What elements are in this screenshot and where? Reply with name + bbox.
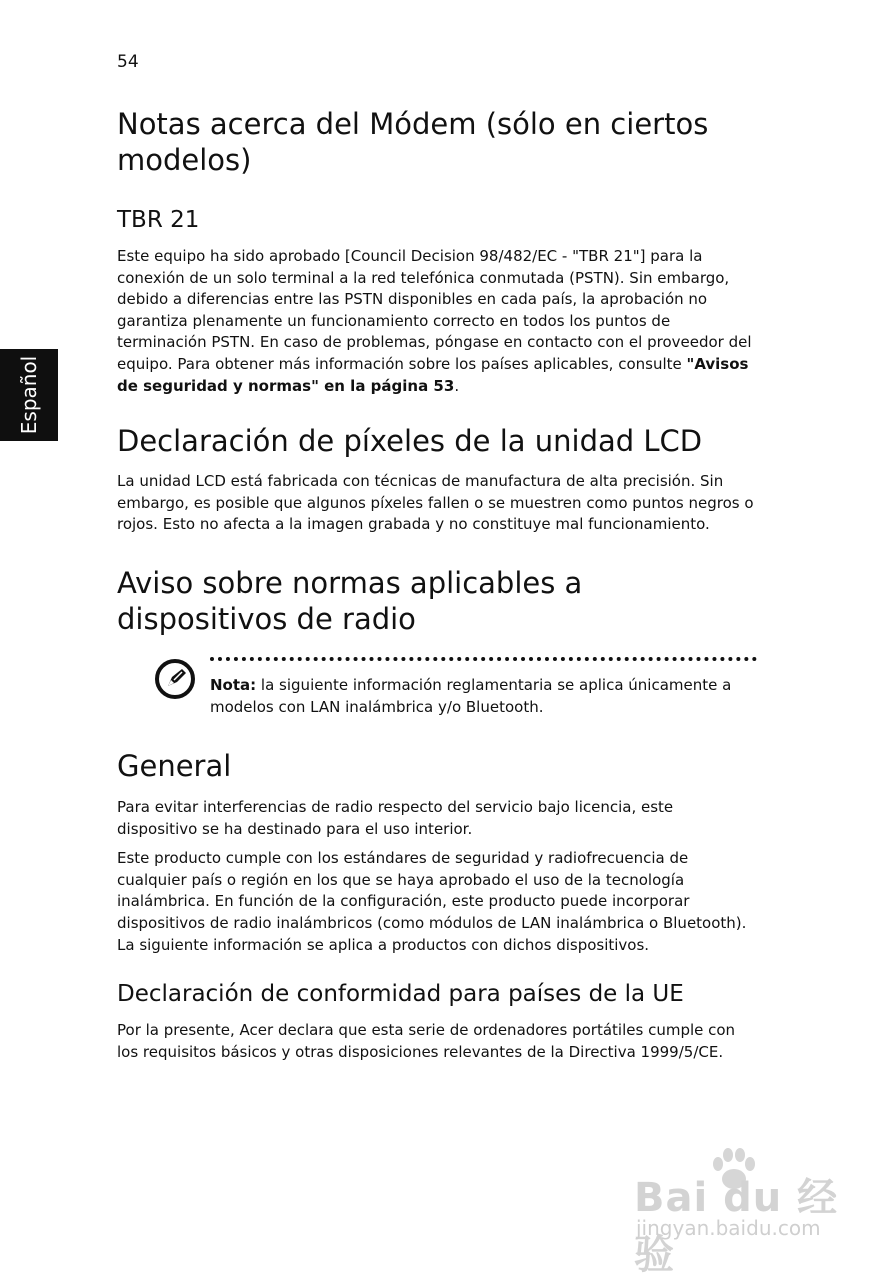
note-pencil-icon xyxy=(153,657,197,701)
general-heading: General xyxy=(117,748,232,783)
watermark-url: jingyan.baidu.com xyxy=(636,1216,821,1240)
tbr21-paragraph xyxy=(117,246,757,397)
page-number: 54 xyxy=(117,52,139,72)
eu-heading: Declaración de conformidad para países de la UE xyxy=(117,981,684,1008)
tbr21-text-end: . xyxy=(454,376,460,395)
general-paragraph-2: Este producto cumple con los estándares de seguridad y radiofrecuencia de cualquier país o región en los que se haya aprobado el uso de la tecnología inalámbrica. En función de la configuración, este producto puede incorporar dispositivos de radio inalámbricos (como módulos de LAN inalámbrica o Bluetooth). La siguiente información se aplica a productos con dichos dispositivos. xyxy=(117,849,747,954)
general-paragraph-1: Para evitar interferencias de radio respecto del servicio bajo licencia, este dispositivo se ha destinado para el uso interior. xyxy=(117,797,674,838)
tbr21-text: Este equipo ha sido aprobado [Council Decision 98/482/EC - "TBR 21"] para la conexión de un solo terminal a la red telefónica conmutada (PSTN). Sin embargo, debido a diferencias entre las PSTN disponibles en cada país, la aprobación no garantiza plenamente un funcionamiento correcto en todos los puntos de terminación PSTN. En caso de problemas, póngase en contacto con el proveedor del equipo. Para obtener más información sobre los países aplicables, consulte xyxy=(117,247,752,373)
cross-reference-link[interactable]: "Avisos de seguridad y normas" en la página 53 xyxy=(117,354,749,395)
lcd-heading: Declaración de píxeles de la unidad LCD xyxy=(117,424,703,459)
language-side-tab xyxy=(0,349,58,441)
baidu-watermark xyxy=(612,1148,842,1278)
note-block xyxy=(210,657,757,718)
note-text: la siguiente información reglamentaria se aplica únicamente a modelos con LAN inalámbrica y/o Bluetooth. xyxy=(210,675,732,716)
note-label: Nota: xyxy=(210,675,257,694)
watermark-brand: Bai du 经验 xyxy=(634,1175,839,1278)
note-paragraph xyxy=(210,674,757,718)
radio-heading: Aviso sobre normas aplicables a dispositivos de radio xyxy=(117,565,583,636)
lcd-paragraph: La unidad LCD está fabricada con técnicas de manufactura de alta precisión. Sin embargo, es posible que algunos píxeles fallen o se muestren como puntos negros o rojos. Esto no afecta a la imagen grabada y no constituye mal funcionamiento. xyxy=(117,472,754,534)
language-tab-label: Español xyxy=(17,355,42,435)
document-content xyxy=(117,106,757,1063)
eu-paragraph: Por la presente, Acer declara que esta serie de ordenadores portátiles cumple con los requisitos básicos y otras disposiciones relevantes de la Directiva 1999/5/CE. xyxy=(117,1021,736,1061)
note-dotted-divider xyxy=(210,657,757,661)
tbr21-heading: TBR 21 xyxy=(117,207,200,233)
modem-heading: Notas acerca del Módem (sólo en ciertos modelos) xyxy=(117,107,709,177)
